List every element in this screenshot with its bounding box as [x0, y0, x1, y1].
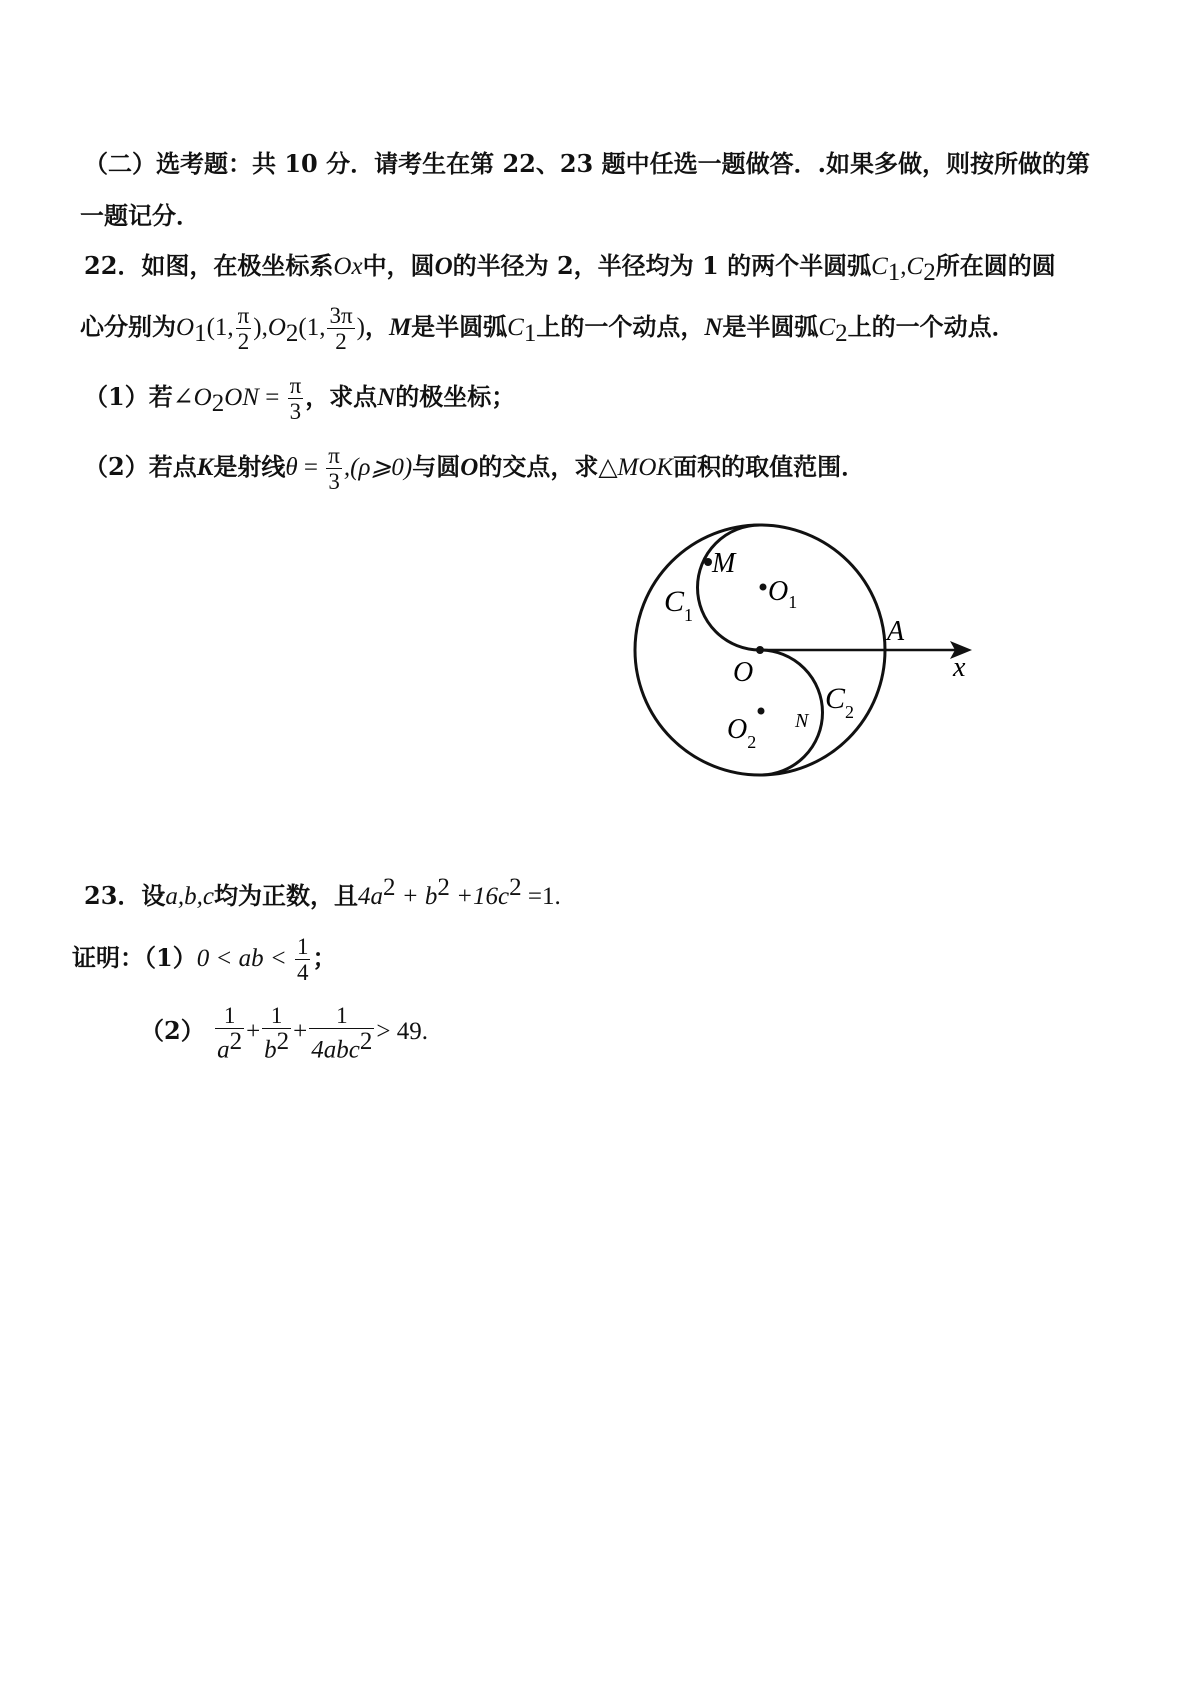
label-a: A — [887, 616, 905, 647]
polar-figure — [620, 515, 1000, 790]
q23-part2: （2） $\frac{1}{a^2}$ + $\frac{1}{b^2}$ + $\frac{1}{4abc^2}$ > 49. — [140, 1002, 428, 1064]
q22-part2: （2）若点K是射线θ = $\frac{\pi}{3}$ ,(ρ⩾0)与圆O的交点，求△MOK面积的取值范围． — [84, 443, 866, 494]
fraction-pi-over-3-b: $\frac{\pi}{3}$ — [328, 443, 340, 494]
q23-line1: 23．设a,b,c均为正数，且$4a^2 + b^2 +16c^2 =1$. — [84, 874, 561, 910]
q22-line2: 心分别为$O_1(1$, $\frac{\pi}{2}$ )$,O_2(1$, $\frac{3\pi}{2}$ )，M是半圆弧$C_1$上的一个动点，N是半圆弧$C_2$上的一个动点． — [80, 303, 1016, 354]
fraction-1-over-4abc2: $\frac{1}{4abc^2}$ — [311, 1002, 373, 1064]
arc-c2 — [760, 650, 823, 775]
label-o1: $O_1$ — [768, 576, 798, 612]
point-m — [704, 558, 712, 566]
label-x: x — [953, 652, 966, 683]
label-m: M — [712, 548, 736, 579]
fraction-pi-over-3: $\frac{\pi}{3}$ — [289, 373, 302, 424]
point-o1 — [760, 584, 767, 591]
label-c1: $C_1$ — [664, 585, 694, 625]
fraction-pi-over-2: $\frac{\pi}{2}$ — [237, 303, 250, 354]
label-n: N — [795, 710, 809, 732]
label-o2: $O_2$ — [727, 714, 757, 752]
q23-part1: 证明：（1）0 < ab < $\frac{1}{4}$ ； — [72, 934, 337, 985]
fraction-1-over-a2: $\frac{1}{a^2}$ — [217, 1002, 243, 1064]
point-o — [756, 646, 764, 654]
fraction-3pi-over-2: $\frac{3\pi}{2}$ — [329, 303, 353, 354]
label-c2: $C_2$ — [825, 682, 855, 722]
label-o: O — [733, 657, 754, 688]
section-header: （二）选考题：共 10 分．请考生在第 22、23 题中任选一题做答．.如果多做，则按所做的第 — [84, 149, 1090, 178]
point-o2 — [758, 708, 765, 715]
fraction-1-over-b2: $\frac{1}{b^2}$ — [264, 1002, 290, 1064]
section-header-continued: 一题记分． — [80, 201, 200, 230]
q22-part1: （1）若$\angle O_2ON$ = $\frac{\pi}{3}$ ，求点N的极坐标； — [84, 373, 516, 424]
fraction-one-quarter: $\frac{1}{4}$ — [296, 934, 309, 985]
q22-line1: 22．如图，在极坐标系Ox中，圆O的半径为 2，半径均为 1 的两个半圆弧$C_1,C_2$所在圆的圆 — [84, 251, 1056, 286]
arc-c1 — [698, 525, 760, 650]
